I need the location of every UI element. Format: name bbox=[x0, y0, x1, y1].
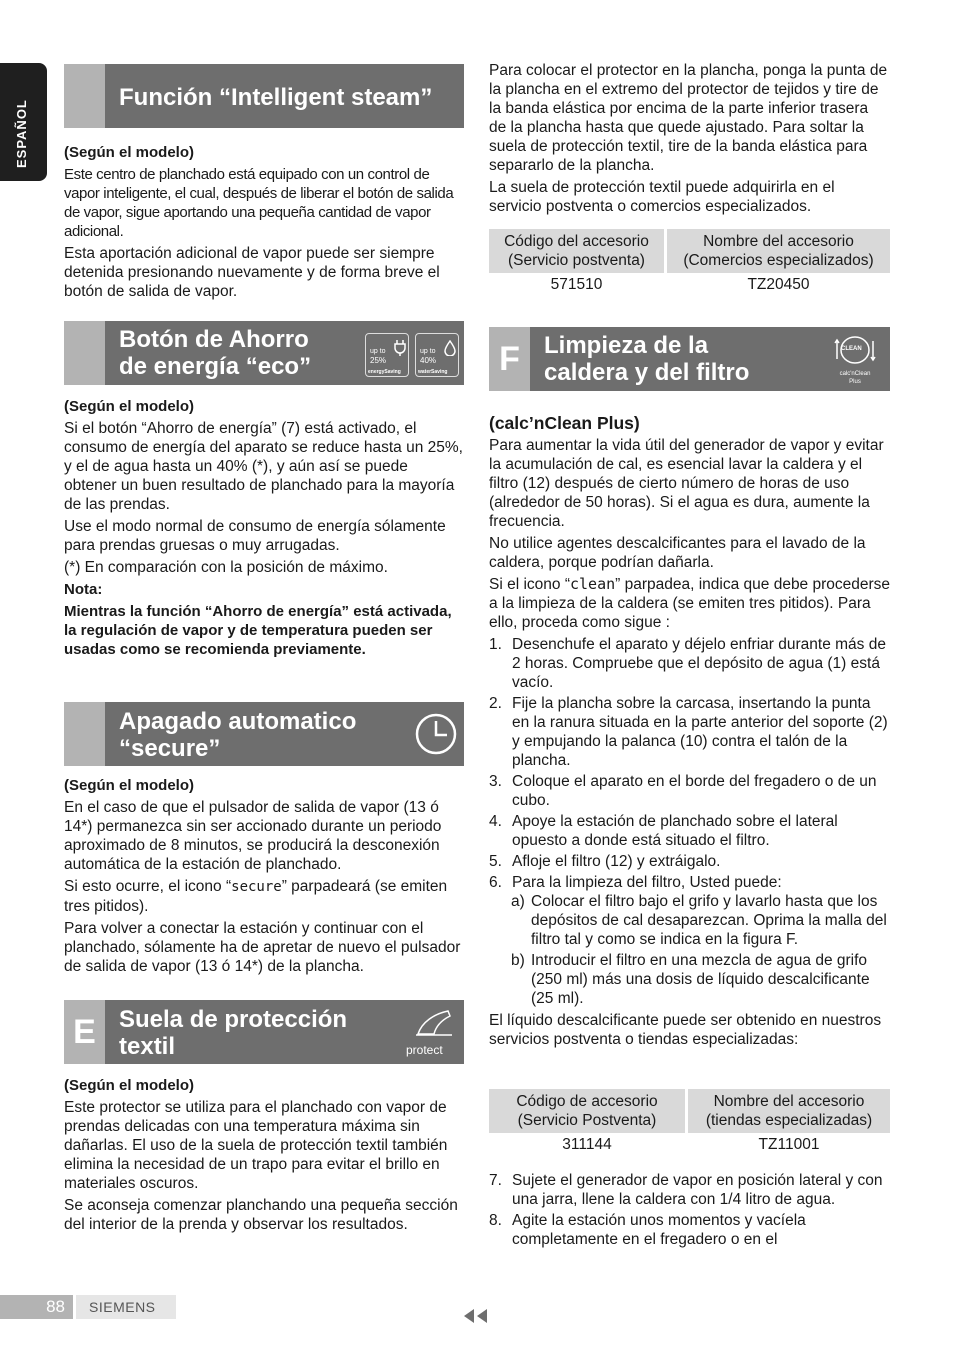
paragraph bbox=[64, 877, 464, 916]
page-number: 88 bbox=[0, 1295, 73, 1319]
paragraph: Esta aportación adicional de vapor puede ser siempre detenida presionando nuevamente y de forma breve el botón de salida de vapor. bbox=[64, 245, 440, 300]
table-cell: TZ20450 bbox=[747, 276, 810, 293]
table-header-row bbox=[489, 1089, 890, 1133]
step-number: b) bbox=[511, 952, 525, 969]
step-item bbox=[489, 1211, 891, 1249]
step-text: Fije la plancha sobre la carcasa, insertando la punta en la ranura situada en la parte anterior del soporte (2) y empujando la palanca (10) contra el talón de la plancha. bbox=[512, 695, 888, 769]
icon-label: waterSaving bbox=[418, 369, 448, 375]
icon-center-text: CLEAN bbox=[841, 346, 862, 352]
icon-value: 25% bbox=[370, 356, 387, 365]
paragraph: Este protector se utiliza para el planchado con vapor de prendas delicadas con una temperatura máxima sin dañarlas. El uso de la suela de protección textil también elimina la necesidad de un trapo para evitar el brillo en materiales oscuros. bbox=[64, 1099, 448, 1192]
step-number: 4. bbox=[489, 813, 502, 830]
substep-list bbox=[489, 892, 891, 1008]
title-line: Suela de protección bbox=[119, 1006, 348, 1033]
paragraph: La suela de protección textil puede adquirirla en el servicio postventa o comercios especializados. bbox=[489, 179, 835, 215]
iron-protect-icon bbox=[414, 1008, 454, 1038]
accessory-table-protect bbox=[489, 229, 890, 297]
title-line: Apagado automatico bbox=[119, 708, 357, 735]
table-cell: TZ11001 bbox=[758, 1136, 820, 1153]
substep-item bbox=[489, 951, 891, 1008]
note-label: Nota: bbox=[64, 581, 103, 598]
secure-display-icon: secure bbox=[231, 879, 282, 895]
table-row bbox=[489, 273, 890, 297]
substep-item bbox=[489, 892, 891, 949]
section-title: Función “Intelligent steam” bbox=[119, 84, 433, 111]
section-header-intelligent-steam bbox=[64, 64, 464, 128]
language-label: ESPAÑOL bbox=[14, 99, 29, 168]
section-title bbox=[119, 1006, 347, 1060]
section-header-eco bbox=[64, 321, 464, 385]
section-tab bbox=[64, 64, 105, 128]
step-item bbox=[489, 873, 891, 892]
step-item bbox=[489, 1171, 891, 1209]
paragraph: Se aconseja comenzar planchando una pequeña sección del interior de la prenda y observar los resultados. bbox=[64, 1197, 458, 1233]
note-text: Mientras la función “Ahorro de energía” está activada, la regulación de vapor y de temperatura pueden ser usadas como se recomienda previamente. bbox=[64, 603, 452, 658]
previous-page-icon[interactable] bbox=[463, 1308, 489, 1324]
step-list bbox=[489, 635, 891, 892]
step-item bbox=[489, 852, 891, 871]
model-note: (Según el modelo) bbox=[64, 398, 195, 415]
step-item bbox=[489, 635, 891, 692]
step-number: 1. bbox=[489, 636, 502, 653]
header-line: (Servicio postventa) bbox=[508, 252, 645, 269]
protect-body bbox=[64, 1076, 464, 1234]
text: ” parpadea, indica que debe procederse a la limpieza de la caldera (se emiten tres pitidos). Para ello, proceda como sigue : bbox=[489, 576, 891, 631]
text: ” parpadeará (se emiten tres pitidos). bbox=[64, 878, 448, 915]
paragraph bbox=[489, 575, 891, 632]
step-number: 8. bbox=[489, 1212, 502, 1229]
paragraph: No utilice agentes descalcificantes para el lavado de la caldera, porque podrían dañarla. bbox=[489, 535, 866, 571]
subtitle: (calc’nClean Plus) bbox=[489, 413, 640, 433]
header-line: Código de accesorio bbox=[516, 1093, 658, 1110]
paragraph: (*) En comparación con la posición de máximo. bbox=[64, 559, 388, 576]
section-title bbox=[119, 326, 311, 380]
title-line: Botón de Ahorro bbox=[119, 326, 309, 353]
step-number: 5. bbox=[489, 853, 502, 870]
header-line: Nombre del accesorio bbox=[703, 233, 854, 250]
clean-body bbox=[489, 412, 891, 1049]
title-line: “secure” bbox=[119, 735, 221, 762]
text: Si esto ocurre, el icono “ bbox=[64, 878, 232, 895]
step-text: Coloque el aparato en el borde del fregadero o de un cubo. bbox=[512, 773, 877, 809]
eco-body bbox=[64, 397, 464, 659]
paragraph: Este centro de planchado está equipado con un control de vapor inteligente, el cual, después de liberar el botón de salida de vapor, sigue aportando una pequeña cantidad de vapor adicional. bbox=[64, 166, 454, 240]
icon-text: up to bbox=[370, 348, 386, 355]
step-number: a) bbox=[511, 893, 525, 910]
section-header-protect bbox=[64, 1000, 464, 1064]
intelligent-body bbox=[64, 143, 464, 301]
paragraph: Para volver a conectar la estación y continuar con el planchado, sólamente ha de apretar de nuevo el pulsador de salida de vapor (13 ó 14*) de la plancha. bbox=[64, 920, 461, 975]
model-note: (Según el modelo) bbox=[64, 777, 195, 794]
step-text: Agite la estación unos momentos y vacíela completamente en el fregadero o en el bbox=[512, 1212, 806, 1248]
calcnclean-icon bbox=[825, 331, 885, 387]
header-line: (Servicio Postventa) bbox=[517, 1112, 657, 1129]
icon-label: protect bbox=[406, 1043, 443, 1057]
step-list bbox=[489, 1171, 891, 1249]
plug-icon bbox=[394, 340, 406, 356]
text: Si el icono “ bbox=[489, 576, 570, 593]
language-tab bbox=[0, 63, 47, 181]
water-saving-icon bbox=[415, 333, 459, 377]
brand-label: SIEMENS bbox=[76, 1295, 176, 1319]
step-number: 3. bbox=[489, 773, 502, 790]
table-header-row bbox=[489, 229, 890, 273]
header-line: (tiendas especializadas) bbox=[705, 1112, 873, 1129]
icon-value: 40% bbox=[420, 356, 437, 365]
section-tab bbox=[64, 702, 105, 766]
model-note: (Según el modelo) bbox=[64, 1077, 195, 1094]
paragraph: Si el botón “Ahorro de energía” (7) está activado, el consumo de energía del aparato se reduce hasta un 25%, y el de agua hasta un 40% (*), y aún así se puede obtener un buen resultado de planchado para la mayoría de las prendas. bbox=[64, 420, 463, 513]
step-item bbox=[489, 772, 891, 810]
icon-label: Plus bbox=[849, 379, 861, 385]
title-line: caldera y del filtro bbox=[544, 359, 750, 386]
header-line: Código del accesorio bbox=[504, 233, 649, 250]
table-header-cell bbox=[489, 1089, 685, 1133]
title-line: textil bbox=[119, 1033, 176, 1060]
icon-label: calc'nClean bbox=[839, 371, 871, 377]
secure-body bbox=[64, 776, 464, 976]
step-text: Apoye la estación de planchado sobre el lateral opuesto a donde está situado el filtro. bbox=[512, 813, 838, 849]
section-title bbox=[119, 708, 356, 762]
icon-label: energySaving bbox=[368, 369, 401, 375]
table-cell: 311144 bbox=[562, 1136, 612, 1153]
section-letter: F bbox=[489, 327, 530, 391]
section-header-clean bbox=[489, 327, 890, 391]
table-row bbox=[489, 1133, 890, 1157]
section-tab bbox=[64, 321, 105, 385]
clock-icon bbox=[414, 712, 458, 756]
water-drop-icon bbox=[444, 340, 456, 356]
accessory-table-clean bbox=[489, 1089, 890, 1157]
header-line: (Comercios especializados) bbox=[683, 252, 874, 269]
energy-saving-icon bbox=[365, 333, 409, 377]
paragraph: Para colocar el protector en la plancha, ponga la punta de la plancha en el extremo del protector de tejidos y tire de la banda elástica por encima de la parte inferior trasera de la plancha hasta que quede ajustado. Para soltar la suela de protección textil, tire de la banda elástica para separarlo de la plancha. bbox=[489, 62, 888, 174]
title-line: Limpieza de la bbox=[544, 332, 709, 359]
step-item bbox=[489, 694, 891, 770]
title-line: de energía “eco” bbox=[119, 353, 312, 380]
step-number: 7. bbox=[489, 1172, 502, 1189]
paragraph: Para aumentar la vida útil del generador de vapor y evitar la acumulación de cal, es esencial lavar la caldera y el filtro (12) después de cierto número de horas de uso (alrededor de 50 horas). Si el agua es dura, aumente la frecuencia. bbox=[489, 437, 884, 530]
step-text: Para la limpieza del filtro, Usted puede: bbox=[512, 874, 782, 891]
step-item bbox=[489, 812, 891, 850]
header-line: Nombre del accesorio bbox=[713, 1093, 865, 1110]
step-number: 2. bbox=[489, 695, 502, 712]
table-header-cell bbox=[667, 229, 890, 273]
step-text: Desenchufe el aparato y déjelo enfriar durante más de 2 horas. Compruebe que el depósito de agua (1) está vacío. bbox=[512, 636, 886, 691]
paragraph: El líquido descalcificante puede ser obtenido en nuestros servicios postventa o tiendas especializadas: bbox=[489, 1012, 882, 1048]
step-number: 6. bbox=[489, 874, 502, 891]
table-header-cell bbox=[688, 1089, 890, 1133]
section-letter: E bbox=[64, 1000, 105, 1064]
icon-text: up to bbox=[420, 348, 436, 355]
section-title bbox=[544, 332, 749, 386]
table-cell: 571510 bbox=[550, 276, 603, 293]
table-header-cell bbox=[489, 229, 664, 273]
model-note: (Según el modelo) bbox=[64, 144, 195, 161]
step-text: Afloje el filtro (12) y extráigalo. bbox=[512, 853, 721, 870]
paragraph: Use el modo normal de consumo de energía sólamente para prendas gruesas o muy arrugadas. bbox=[64, 518, 446, 554]
paragraph: En el caso de que el pulsador de salida de vapor (13 ó 14*) permanezca sin ser accionado durante un periodo aproximado de 8 minutos, se producirá la desconexión automática de la estación de planchado. bbox=[64, 799, 442, 873]
clean-display-icon: clean bbox=[569, 575, 616, 593]
protect-body-continued bbox=[489, 61, 889, 216]
step-text: Introducir el filtro en una mezcla de agua de grifo (250 ml) más una dosis de líquido descalcificante (25 ml). bbox=[531, 952, 870, 1007]
step-text: Colocar el filtro bajo el grifo y lavarlo hasta que los depósitos de cal desaparezcan. Oprima la malla del filtro tal y como se indica en la figura F. bbox=[531, 893, 887, 948]
step-text: Sujete el generador de vapor en posición lateral y con una jarra, llene la caldera con 1/4 litro de agua. bbox=[512, 1172, 883, 1208]
section-header-secure bbox=[64, 702, 464, 766]
